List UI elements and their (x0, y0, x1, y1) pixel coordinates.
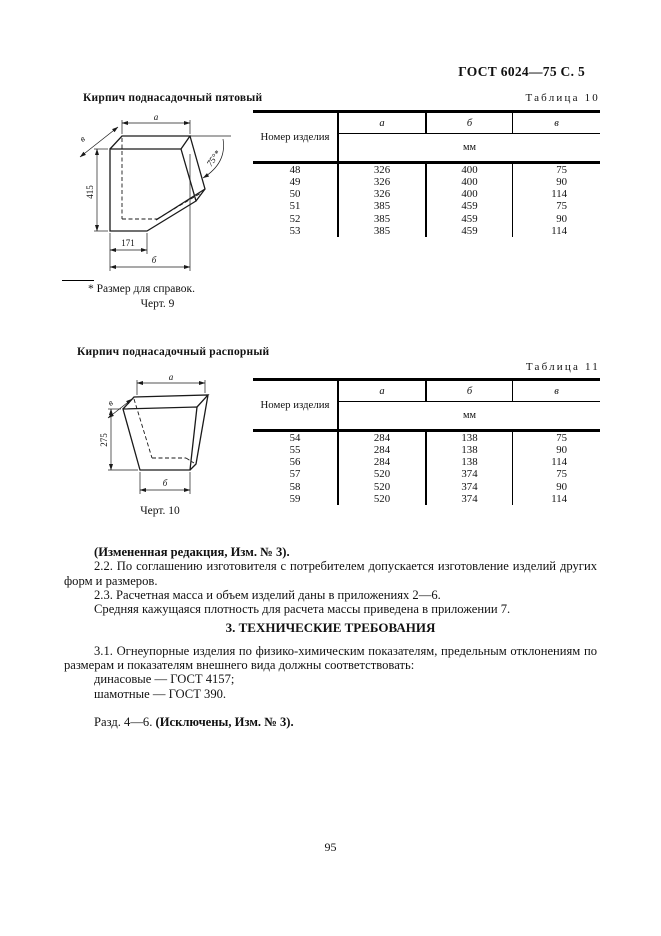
table-cell: 385 (339, 200, 427, 212)
table-cell: 75 (556, 432, 567, 445)
page-number: 95 (324, 840, 337, 854)
figure-10-drawing (70, 372, 225, 504)
table-cell: 138 (427, 444, 513, 456)
figure-10-caption: Черт. 10 (140, 505, 180, 517)
fig9-dim-a-label: а (153, 112, 159, 122)
column-header-b: б (427, 113, 513, 133)
table-row (253, 481, 600, 493)
table-cell: 57 (253, 468, 339, 480)
table-cell: 90 (556, 212, 567, 225)
fig10-dim-b-label: б (162, 478, 168, 488)
column-headers-dimensions (339, 381, 600, 429)
table-cell: 75 (556, 164, 567, 177)
figure-10-title: Кирпич поднасадочный распорный (77, 346, 270, 358)
fig9-angle-label: 75°* (204, 148, 223, 169)
units-header: мм (462, 410, 477, 421)
table-row (253, 188, 600, 200)
body-text (64, 545, 597, 729)
figure-9-caption: Черт. 9 (140, 298, 175, 310)
table-cell: 114 (551, 224, 567, 237)
table-cell: 374 (427, 493, 513, 505)
table-cell: 114 (551, 456, 567, 469)
table-cell: 75 (556, 200, 567, 213)
table-cell: 400 (427, 164, 513, 176)
paragraph-dinas: динасовые — ГОСТ 4157; (94, 672, 235, 687)
paragraph-razd-prefix: Разд. 4—6. (94, 714, 156, 729)
figure-9-title: Кирпич поднасадочный пятовый (83, 92, 263, 104)
column-header-b: б (427, 381, 513, 401)
table-cell: 520 (339, 468, 427, 480)
fig9-dim-v-label: в (77, 133, 87, 144)
table-cell: 58 (253, 481, 339, 493)
column-header-v: в (554, 385, 559, 397)
table-cell: 50 (253, 188, 339, 200)
column-header-v: в (554, 117, 559, 129)
fig10-dim-v-label: в (105, 397, 115, 408)
table-row (253, 456, 600, 468)
column-headers-dimensions (339, 113, 600, 161)
table-11-label: Таблица 11 (525, 361, 600, 373)
fig9-dim-bottom-label: 171 (121, 238, 135, 248)
figure-9-drawing (70, 112, 250, 277)
table-cell: 520 (339, 481, 427, 493)
paragraph-shamot: шамотные — ГОСТ 390. (94, 686, 227, 701)
table-row (253, 468, 600, 480)
paragraph-density: Средняя кажущаяся плотность для расчета массы приведена в приложении 7. (94, 602, 511, 617)
table-row (253, 225, 600, 237)
table-cell: 459 (427, 200, 513, 212)
fig9-dim-b-label: б (151, 255, 157, 265)
table-cell: 51 (253, 200, 339, 212)
table-10-body (253, 164, 600, 237)
table-cell: 374 (427, 481, 513, 493)
paragraph-razd-bold: (Исключены, Изм. № 3). (155, 714, 294, 729)
table-11-body (253, 432, 600, 505)
table-cell: 55 (253, 444, 339, 456)
paragraph-2-3: 2.3. Расчетная масса и объем изделий даны в приложениях 2—6. (94, 587, 441, 602)
column-header-a: а (339, 381, 427, 401)
table-cell: 326 (339, 176, 427, 188)
table-row (253, 164, 600, 176)
table-cell: 326 (339, 164, 427, 176)
table-row (253, 200, 600, 212)
table-10-header (253, 113, 600, 164)
table-row (253, 444, 600, 456)
table-cell: 90 (556, 444, 567, 457)
fig9-dim-height-label: 415 (85, 185, 95, 199)
table-row (253, 493, 600, 505)
column-header-product: Номер изделия (253, 113, 339, 161)
paragraph-3-1: 3.1. Огнеупорные изделия по физико-химическим показателям, предельным отклонениям по размерам и показателям внешнего вида должны соответствовать: (64, 643, 597, 673)
table-cell: 114 (551, 492, 567, 505)
table-cell: 459 (427, 225, 513, 237)
table-11-header (253, 381, 600, 432)
table-row (253, 432, 600, 444)
table-cell: 49 (253, 176, 339, 188)
table-cell: 54 (253, 432, 339, 444)
table-cell: 400 (427, 176, 513, 188)
paragraph-razd (64, 715, 597, 729)
units-header: мм (462, 142, 477, 153)
table-10-label: Таблица 10 (525, 92, 600, 104)
table-cell: 90 (556, 176, 567, 189)
figure-9-footnote: * Размер для справок. (88, 283, 195, 295)
section-heading: 3. ТЕХНИЧЕСКИЕ ТРЕБОВАНИЯ (225, 620, 436, 636)
table-cell: 326 (339, 188, 427, 200)
table-cell: 284 (339, 432, 427, 444)
table-row (253, 176, 600, 188)
table-cell: 48 (253, 164, 339, 176)
table-cell: 138 (427, 432, 513, 444)
table-cell: 385 (339, 213, 427, 225)
fig10-dim-a-label: а (168, 372, 174, 382)
table-cell: 52 (253, 213, 339, 225)
table-cell: 374 (427, 468, 513, 480)
table-cell: 284 (339, 444, 427, 456)
standard-header: ГОСТ 6024—75 С. 5 (458, 64, 585, 79)
table-11 (253, 378, 600, 505)
table-cell: 53 (253, 225, 339, 237)
table-cell: 56 (253, 456, 339, 468)
table-cell: 114 (551, 188, 567, 201)
table-cell: 385 (339, 225, 427, 237)
paragraph-amendment: (Измененная редакция, Изм. № 3). (94, 545, 290, 559)
column-header-product: Номер изделия (253, 381, 339, 429)
table-cell: 459 (427, 213, 513, 225)
table-cell: 75 (556, 468, 567, 481)
table-row (253, 213, 600, 225)
table-cell: 90 (556, 480, 567, 493)
table-cell: 400 (427, 188, 513, 200)
table-10 (253, 110, 600, 237)
table-cell: 284 (339, 456, 427, 468)
footnote-rule (62, 280, 94, 281)
column-header-a: а (339, 113, 427, 133)
table-cell: 520 (339, 493, 427, 505)
paragraph-2-2: 2.2. По соглашению изготовителя с потребителем допускается изготовление изделий других форм и размеров. (64, 559, 597, 588)
table-cell: 138 (427, 456, 513, 468)
fig10-dim-height-label: 275 (99, 433, 109, 447)
table-cell: 59 (253, 493, 339, 505)
